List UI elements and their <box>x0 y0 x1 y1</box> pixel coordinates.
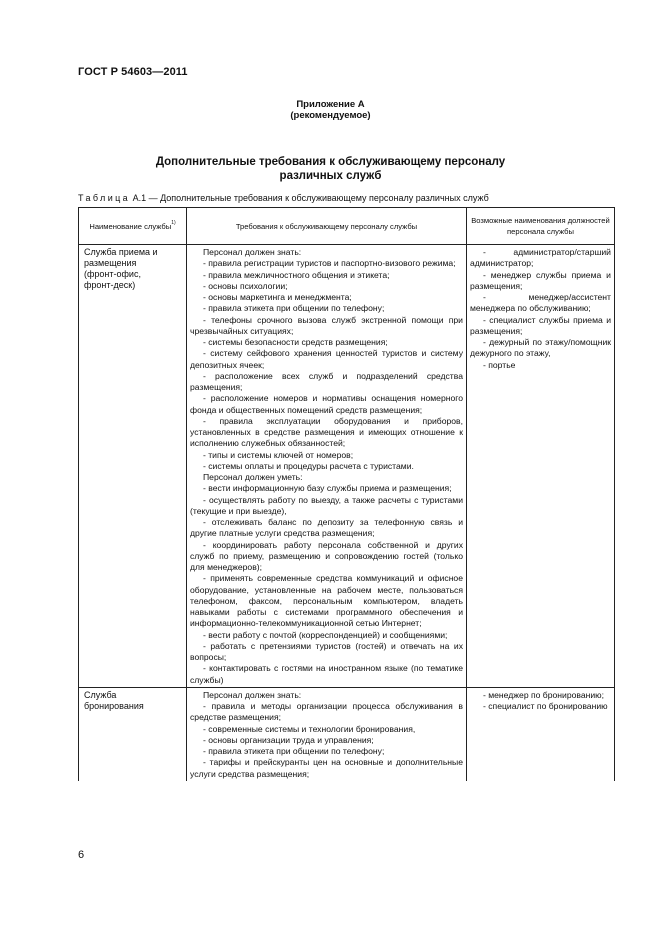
col-header-requirements: Требования к обслуживающему персоналу службы <box>187 208 467 245</box>
requirement-item: - тарифы и прейскуранты цен на основные и дополнительные услуги средства размещения; <box>190 757 463 779</box>
position-item: - менеджер/ассистент менеджера по обслуживанию; <box>470 292 611 314</box>
section-heading <box>0 155 661 183</box>
position-item: - специалист по бронированию <box>483 701 608 711</box>
table-row <box>79 245 615 688</box>
positions-cell <box>467 687 615 781</box>
requirement-item: - основы организации труда и управления; <box>203 734 374 745</box>
requirements-cell <box>187 687 467 781</box>
heading-line-1: Дополнительные требования к обслуживающему персоналу <box>155 156 506 168</box>
requirement-item: - правила этикета при общении по телефону; <box>203 303 385 314</box>
requirement-item: - правила и методы организации процесса обслуживания в средстве размещения; <box>190 701 463 723</box>
service-name-line: фронт-деск) <box>84 280 136 290</box>
table-caption-label: Таблица <box>78 193 131 203</box>
service-name-cell <box>79 687 187 781</box>
service-name-line: Служба приема и <box>84 247 158 257</box>
col-header-service <box>79 208 187 245</box>
requirement-item: - осуществлять работу по выезду, а также расчеты с туристами (текущие и при выезде), <box>190 494 463 516</box>
table-caption-text: А.1 — Дополнительные требования к обслуживающему персоналу различных служб <box>130 193 489 203</box>
position-item: - администратор/старший администратор; <box>470 247 611 269</box>
requirement-item: - работать с претензиями туристов (гостей) и отвечать на их вопросы; <box>190 640 463 662</box>
requirement-item: - системы оплаты и процедуры расчета с туристами. <box>203 460 414 471</box>
requirement-item: - вести информационную базу службы приема и размещения; <box>203 483 452 494</box>
appendix-title: Приложение А <box>296 99 365 110</box>
table-caption <box>78 193 489 203</box>
requirement-item: - типы и системы ключей от номеров; <box>203 449 354 460</box>
requirements-cell <box>187 245 467 688</box>
requirement-item: - контактировать с гостями на иностранном языке (по тематике службы) <box>190 663 463 685</box>
col-header-service-label: Наименование службы <box>89 221 172 231</box>
requirement-item: - расположение всех служб и подразделений средства размещения; <box>190 370 463 392</box>
requirement-item: - расположение номеров и нормативы оснащения номерного фонда и общественных помещений средств размещения; <box>190 393 463 415</box>
col-header-positions: Возможные наименования должностей персонала службы <box>467 208 615 245</box>
service-name-line: (фронт-офис, <box>84 269 141 279</box>
requirement-item: Персонал должен знать: <box>203 689 302 700</box>
requirement-item: Персонал должен уметь: <box>203 472 303 482</box>
requirement-item: - отслеживать баланс по депозиту за телефонную связь и другие платные услуги средства размещения; <box>190 517 463 539</box>
requirement-item: - систему сейфового хранения ценностей туристов и систему депозитных ячеек; <box>190 348 463 370</box>
service-name-line: размещения <box>84 258 137 268</box>
table-header-row <box>79 208 615 245</box>
requirement-item: - применять современные средства коммуникаций и офисное оборудование, установленные на рабочем месте, пользоваться телефоном, факсом, персональным компьютером, владеть навыками работы с системами программного обеспечения и информационно-телекоммуникационной сетью Интернет; <box>190 573 463 629</box>
requirement-item: - основы психологии; <box>203 280 288 291</box>
heading-line-2: различных служб <box>279 170 382 182</box>
requirement-item: Персонал должен знать: <box>203 247 302 257</box>
service-name-line: бронирования <box>84 700 144 711</box>
page-number: 6 <box>78 849 85 861</box>
service-name-line: Служба <box>84 689 117 700</box>
requirement-item: - правила этикета при общении по телефону; <box>203 746 385 756</box>
service-name-cell <box>79 245 187 688</box>
positions-cell <box>467 245 615 688</box>
requirement-item: - современные системы и технологии бронирования, <box>203 723 416 734</box>
appendix-heading <box>0 99 661 121</box>
requirement-item: - системы безопасности средств размещения; <box>203 337 388 347</box>
requirement-item: - правила межличностного общения и этикета; <box>203 269 390 280</box>
position-item: - дежурный по этажу/помощник дежурного по этажу, <box>470 337 611 359</box>
table-row <box>79 687 615 781</box>
appendix-subtitle: (рекомендуемое) <box>290 110 371 121</box>
requirement-item: - координировать работу персонала собственной и других служб по приему, размещению и сопровождению гостей (только для менеджеров); <box>190 539 463 572</box>
position-item: - менеджер по бронированию; <box>483 689 605 700</box>
requirements-table <box>78 207 615 781</box>
position-item: - портье <box>483 359 516 370</box>
position-item: - менеджер службы приема и размещения; <box>470 269 611 291</box>
requirement-item: - основы маркетинга и менеджмента; <box>203 292 352 302</box>
requirement-item: - правила регистрации туристов и паспортно-визового режима; <box>203 258 456 269</box>
document-code: ГОСТ Р 54603—2011 <box>78 66 188 78</box>
requirement-item: - телефоны срочного вызова служб экстренной помощи при чрезвычайных ситуациях; <box>190 314 463 336</box>
requirement-item: - вести работу с почтой (корреспонденцией) и сообщениями; <box>203 629 448 640</box>
footnote-ref: 1) <box>171 219 176 226</box>
position-item: - специалист службы приема и размещения; <box>470 314 611 336</box>
requirement-item: - правила эксплуатации оборудования и приборов, установленных в средстве размещения и имеющих отношение к исполнению служебных обязанностей; <box>190 415 463 449</box>
